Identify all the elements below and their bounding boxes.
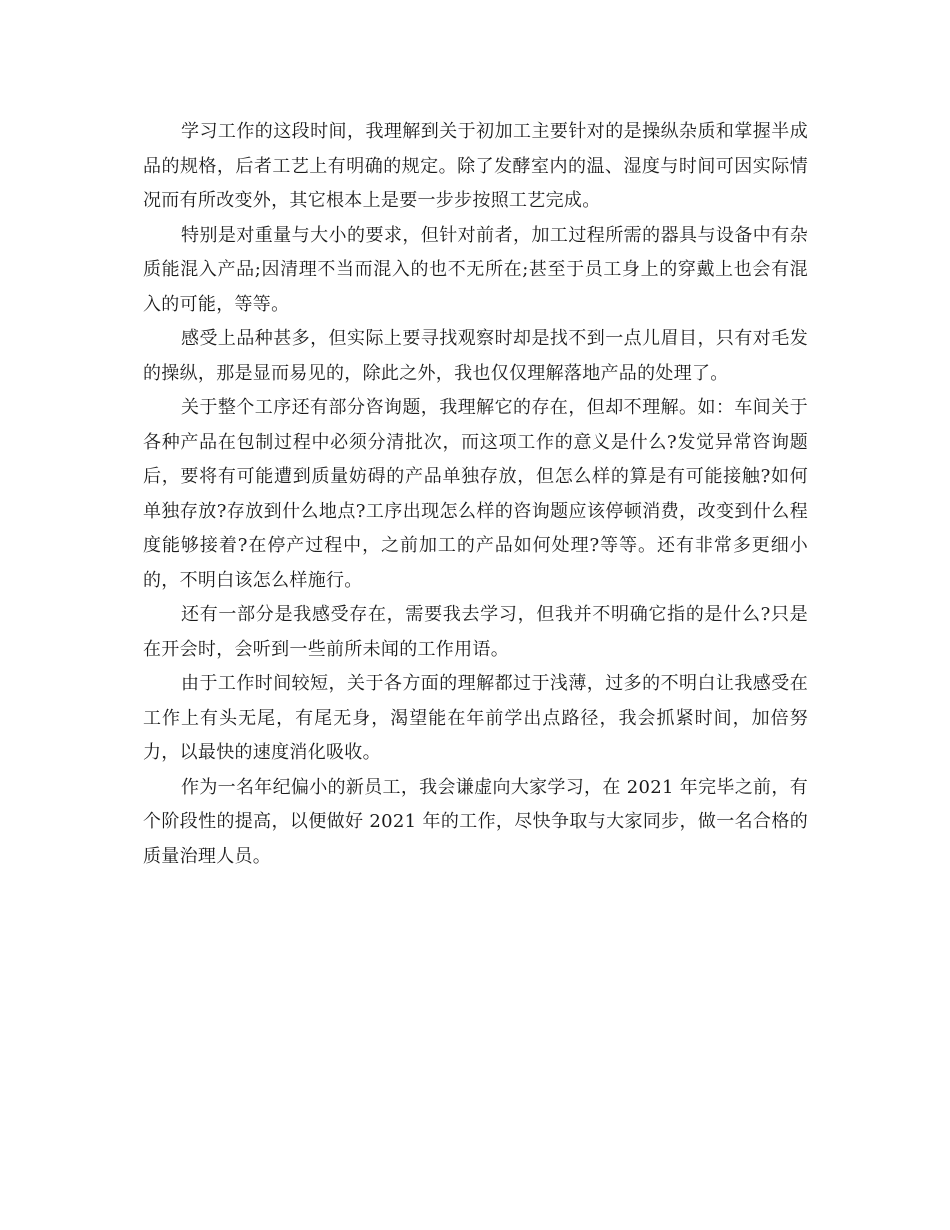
document-body — [143, 115, 808, 874]
paragraph-5: 还有一部分是我感受存在，需要我去学习，但我并不明确它指的是什么?只是在开会时，会听到一些前所未闻的工作用语。 — [143, 604, 808, 660]
paragraph-6: 由于工作时间较短，关于各方面的理解都过于浅薄，过多的不明白让我感受在工作上有头无尾，有尾无身，渴望能在年前学出点路径，我会抓紧时间，加倍努力，以最快的速度消化吸收。 — [143, 673, 808, 763]
paragraph-4: 关于整个工序还有部分咨询题，我理解它的存在，但却不理解。如：车间关于各种产品在包制过程中必须分清批次，而这项工作的意义是什么?发觉异常咨询题后，要将有可能遭到质量妨碍的产品单独存放，但怎么样的算是有可能接触?如何单独存放?存放到什么地点?工序出现怎么样的咨询题应该停顿消费，改变到什么程度能够接着?在停产过程中，之前加工的产品如何处理?等等。还有非常多更细小的，不明白该怎么样施行。 — [143, 397, 808, 591]
paragraph-1: 学习工作的这段时间，我理解到关于初加工主要针对的是操纵杂质和掌握半成品的规格，后者工艺上有明确的规定。除了发酵室内的温、湿度与时间可因实际情况而有所改变外，其它根本上是要一步步按照工艺完成。 — [143, 121, 808, 211]
paragraph-3: 感受上品种甚多，但实际上要寻找观察时却是找不到一点儿眉目，只有对毛发的操纵，那是显而易见的，除此之外，我也仅仅理解落地产品的处理了。 — [143, 328, 808, 384]
paragraph-2: 特别是对重量与大小的要求，但针对前者，加工过程所需的器具与设备中有杂质能混入产品;因清理不当而混入的也不无所在;甚至于员工身上的穿戴上也会有混入的可能，等等。 — [143, 224, 808, 315]
paragraph-7: 作为一名年纪偏小的新员工，我会谦虚向大家学习，在 2021 年完毕之前，有个阶段性的提高，以便做好 2021 年的工作，尽快争取与大家同步，做一名合格的质量治理人员。 — [143, 776, 808, 867]
